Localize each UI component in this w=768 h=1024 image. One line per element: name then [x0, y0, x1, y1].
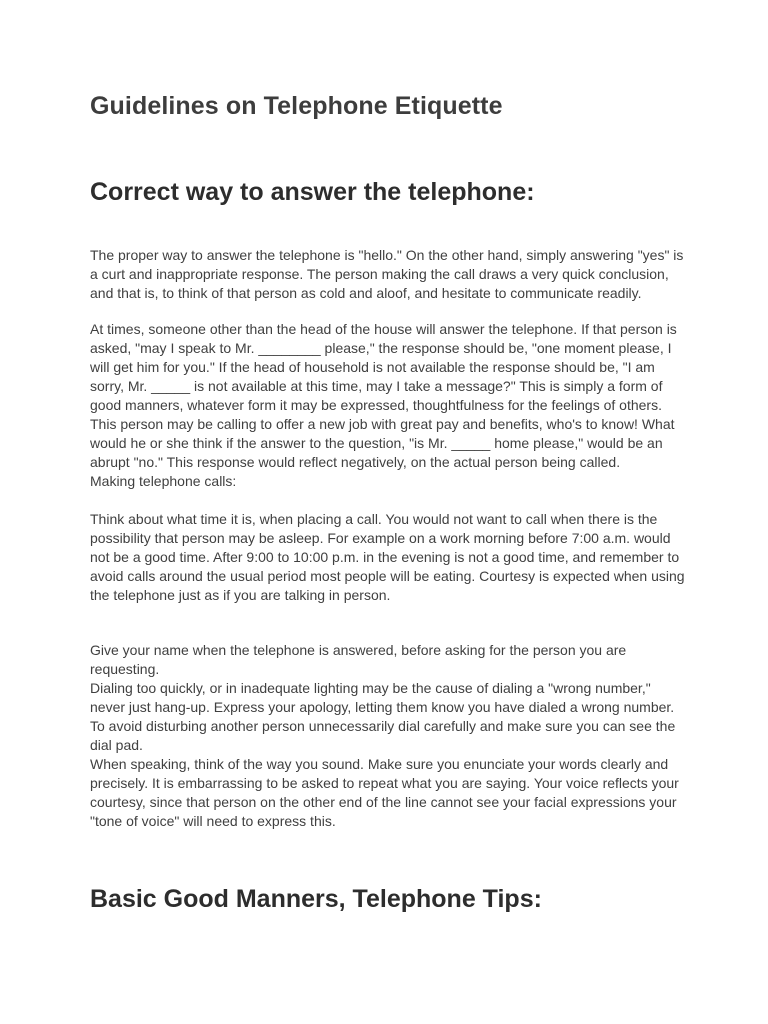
text-line: and that is, to think of that person as cold and aloof, and hesitate to communicate readily. — [90, 285, 642, 301]
text-line: When speaking, think of the way you sound. Make sure you enunciate your words clearly and — [90, 756, 669, 772]
text-line: the telephone just as if you are talking in person. — [90, 587, 391, 603]
text-line: avoid calls around the usual period most people will be eating. Courtesy is expected when using — [90, 568, 685, 584]
text-line: a curt and inappropriate response. The person making the call draws a very quick conclusion, — [90, 266, 669, 282]
text-line: will get him for you." If the head of household is not available the response should be, "I am — [90, 359, 655, 375]
paragraph-calling-tips — [90, 641, 690, 831]
text-line: possibility that person may be asleep. For example on a work morning before 7:00 a.m. would — [90, 530, 671, 546]
paragraph-proper-answer — [90, 246, 690, 303]
text-line: requesting. — [90, 661, 160, 677]
text-line: good manners, whatever form it may be expressed, thoughtfulness for the feelings of others. — [90, 397, 662, 413]
text-line: dial pad. — [90, 737, 143, 753]
paragraph-call-timing — [90, 510, 690, 605]
text-line: This person may be calling to offer a new job with great pay and benefits, who's to know! What — [90, 416, 675, 432]
text-line: To avoid disturbing another person unnecessarily dial carefully and make sure you can see the — [90, 718, 676, 734]
text-line: not be a good time. After 9:00 to 10:00 p.m. in the evening is not a good time, and remember to — [90, 549, 680, 565]
text-line: At times, someone other than the head of the house will answer the telephone. If that person is — [90, 321, 677, 337]
text-line: asked, "may I speak to Mr. ________ please," the response should be, "one moment please, I — [90, 340, 672, 356]
text-line: precisely. It is embarrassing to be asked to repeat what you are saying. Your voice reflects your — [90, 775, 679, 791]
text-line: courtesy, since that person on the other end of the line cannot see your facial expressions your — [90, 794, 677, 810]
text-line: Think about what time it is, when placing a call. You would not want to call when there is the — [90, 511, 658, 527]
text-line: would he or she think if the answer to the question, "is Mr. _____ home please," would be an — [90, 435, 663, 451]
text-line: The proper way to answer the telephone is "hello." On the other hand, simply answering "yes" is — [90, 247, 684, 263]
text-line: Give your name when the telephone is answered, before asking for the person you are — [90, 642, 627, 658]
text-line: never just hang-up. Express your apology, letting them know you have dialed a wrong number. — [90, 699, 675, 715]
paragraph-someone-else-answers — [90, 320, 690, 491]
document-title: Guidelines on Telephone Etiquette — [90, 92, 503, 120]
text-line: sorry, Mr. _____ is not available at this time, may I take a message?" This is simply a form of — [90, 378, 663, 394]
heading-telephone-tips: Basic Good Manners, Telephone Tips: — [90, 885, 542, 913]
text-line: Dialing too quickly, or in inadequate lighting may be the cause of dialing a "wrong number," — [90, 680, 651, 696]
text-line: Making telephone calls: — [90, 473, 237, 489]
text-line: abrupt "no." This response would reflect negatively, on the actual person being called. — [90, 454, 621, 470]
heading-answer-telephone: Correct way to answer the telephone: — [90, 178, 535, 206]
text-line: "tone of voice" will need to express this. — [90, 813, 336, 829]
